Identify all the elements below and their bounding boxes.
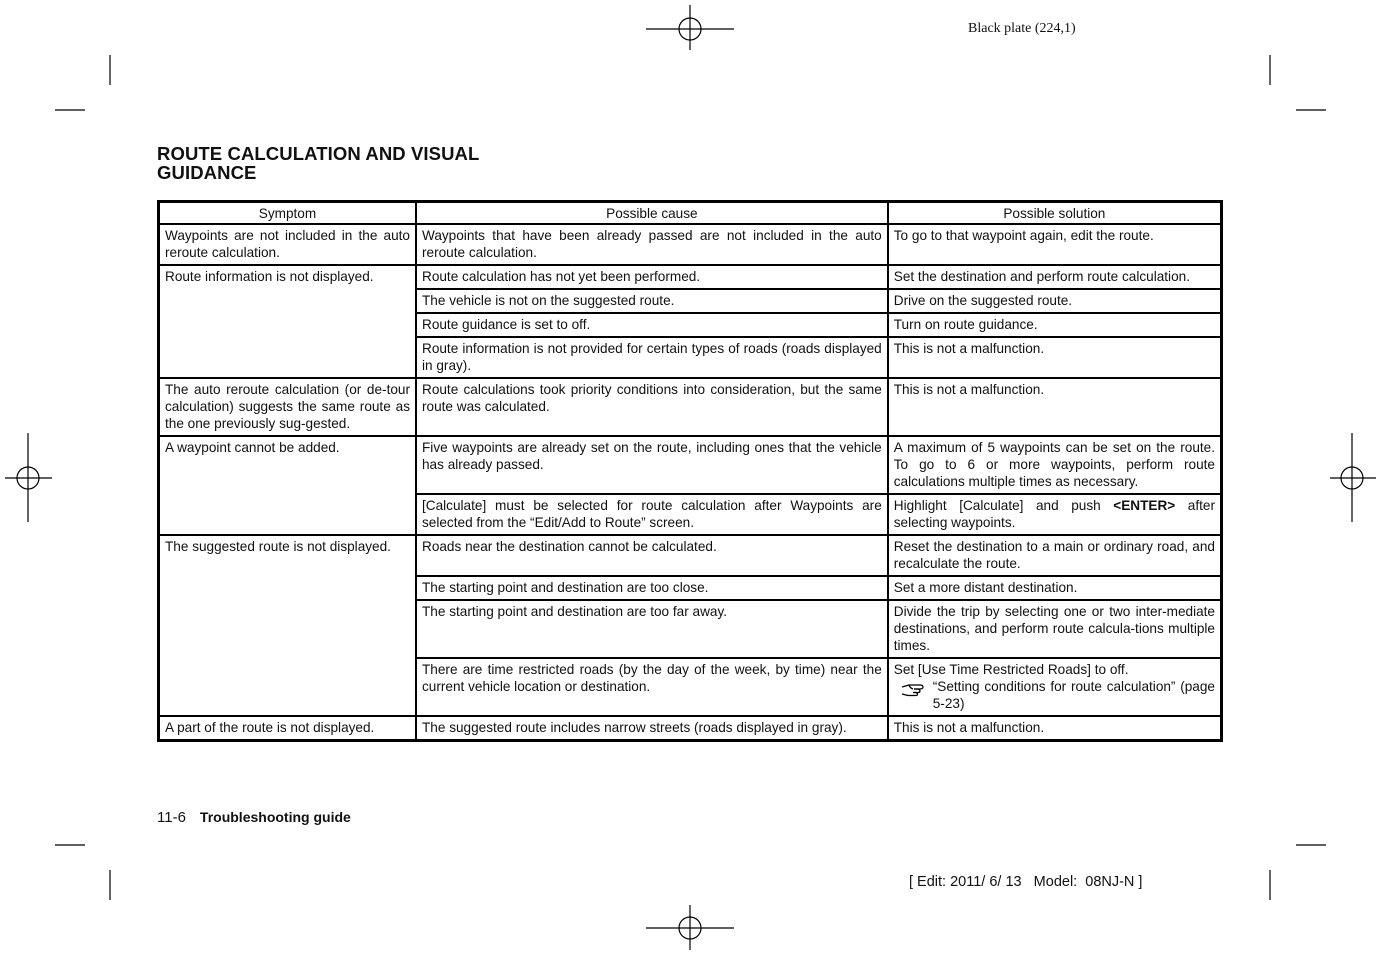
symptom-cell: A part of the route is not displayed. [159,716,417,741]
section-title [157,144,479,182]
solution-cell: To go to that waypoint again, edit the route. [888,224,1222,265]
page-footer [157,809,351,826]
edit-info: [ Edit: 2011/ 6/ 13 Model: 08NJ-N ] [909,874,1143,890]
solution-cell: Reset the destination to a main or ordinary road, and recalculate the route. [888,535,1222,576]
table-row [159,378,1222,436]
table-row [159,535,1222,576]
page-number: 11-6 [157,809,186,826]
header-symptom: Symptom [159,202,417,225]
solution-cell: This is not a malfunction. [888,337,1222,378]
page-reference-text: “Setting conditions for route calculation” (page 5-23) [932,679,1215,711]
solution-cell: Divide the trip by selecting one or two inter-mediate destinations, and perform route calcula-tions multiple times. [888,600,1222,658]
symptom-cell: The auto reroute calculation (or de-tour calculation) suggests the same route as the one previously sug-gested. [159,378,417,436]
solution-cell [888,494,1222,535]
cause-cell: Route guidance is set to off. [416,313,888,337]
header-cause: Possible cause [416,202,888,225]
solution-cell: Set a more distant destination. [888,576,1222,600]
cause-cell: Five waypoints are already set on the route, including ones that the vehicle has already passed. [416,436,888,494]
enter-key-label: <ENTER> [1113,498,1176,513]
symptom-cell: The suggested route is not displayed. [159,535,417,716]
solution-cell [888,658,1222,716]
table-row [159,265,1222,289]
solution-cell: Set the destination and perform route calculation. [888,265,1222,289]
header-solution: Possible solution [888,202,1222,225]
cause-cell: Waypoints that have been already passed are not included in the auto reroute calculation. [416,224,888,265]
symptom-cell: Waypoints are not included in the auto reroute calculation. [159,224,417,265]
solution-text-post: after selecting waypoints. [893,498,1215,530]
cause-cell: Route information is not provided for certain types of roads (roads displayed in gray). [416,337,888,378]
footer-section-name: Troubleshooting guide [199,809,351,825]
table-row [159,224,1222,265]
cause-cell: [Calculate] must be selected for route calculation after Waypoints are selected from the “Edit/Add to Route” screen. [416,494,888,535]
table-row [159,716,1222,741]
solution-cell: Drive on the suggested route. [888,289,1222,313]
solution-cell: This is not a malfunction. [888,716,1222,741]
page-reference [900,678,1215,712]
reference-hand-icon [900,680,926,698]
troubleshooting-table [157,200,1223,742]
cause-cell: Roads near the destination cannot be calculated. [416,535,888,576]
cause-cell: Route calculations took priority conditions into consideration, but the same route was calculated. [416,378,888,436]
cause-cell: There are time restricted roads (by the day of the week, by time) near the current vehicle location or destination. [416,658,888,716]
solution-cell: This is not a malfunction. [888,378,1222,436]
cause-cell: Route calculation has not yet been performed. [416,265,888,289]
cause-cell: The starting point and destination are too far away. [416,600,888,658]
cause-cell: The vehicle is not on the suggested route. [416,289,888,313]
solution-cell: Turn on route guidance. [888,313,1222,337]
symptom-cell: A waypoint cannot be added. [159,436,417,535]
solution-text: Set [Use Time Restricted Roads] to off. [893,662,1129,677]
cause-cell: The suggested route includes narrow streets (roads displayed in gray). [416,716,888,741]
section-title-line-1: ROUTE CALCULATION AND VISUAL [157,143,480,164]
table-row [159,436,1222,494]
symptom-cell: Route information is not displayed. [159,265,417,378]
solution-cell: A maximum of 5 waypoints can be set on the route. To go to 6 or more waypoints, perform route calculations multiple times as necessary. [888,436,1222,494]
solution-text-pre: Highlight [Calculate] and push [893,498,1114,513]
section-title-line-2: GUIDANCE [157,162,257,183]
cause-cell: The starting point and destination are too close. [416,576,888,600]
table-header-row [159,202,1222,225]
plate-label: Black plate (224,1) [968,21,1076,36]
